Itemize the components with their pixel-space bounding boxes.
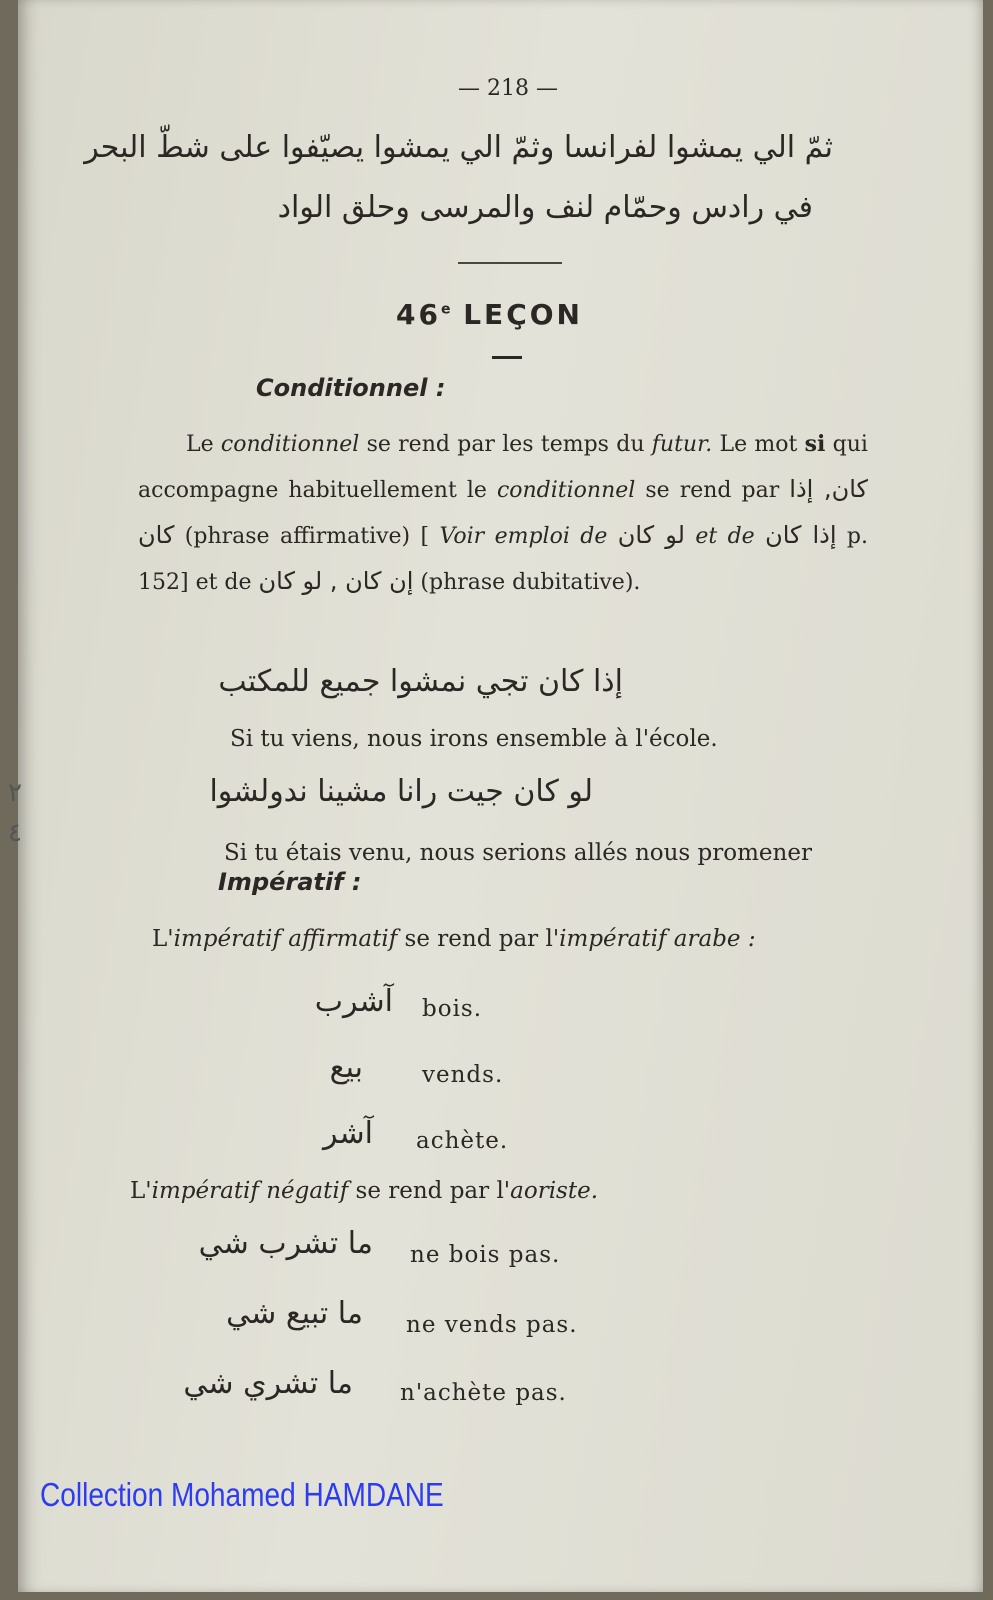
para-bold: si xyxy=(804,431,826,457)
para-text: (phrase affirmative) [ xyxy=(184,524,430,549)
aff-example-2-french: vends. xyxy=(422,1062,504,1088)
para-italic: futur. xyxy=(651,432,713,457)
para-arabic: إذا كان xyxy=(765,521,837,549)
para-italic: conditionnel xyxy=(220,432,360,457)
para-text: L' xyxy=(130,1178,152,1204)
arabic-line-1: ثمّ الي يمشوا لفرانسا وثمّ الي يمشوا يصيّفوا على شطّ البحر xyxy=(84,130,833,165)
margin-mark: ٤ xyxy=(8,818,22,848)
para-italic: aoriste. xyxy=(510,1178,599,1204)
para-text: se rend par l' xyxy=(404,926,560,952)
para-arabic: لو كان xyxy=(617,521,685,549)
example-1-arabic: إذا كان تجي نمشوا جميع للمكتب xyxy=(218,664,623,699)
page-number: — 218 — xyxy=(458,76,558,101)
book-page xyxy=(18,0,983,1592)
para-text: Le mot xyxy=(719,432,798,457)
aff-example-2-arabic: بيع xyxy=(329,1050,363,1085)
example-2-french: Si tu étais venu, nous serions allés nous promener xyxy=(224,840,812,866)
para-italic: conditionnel xyxy=(496,478,636,503)
imperatif-negatif-line xyxy=(130,1178,598,1204)
separator-line xyxy=(458,262,562,264)
aff-example-1-french: bois. xyxy=(422,996,483,1022)
para-italic: impératif négatif xyxy=(151,1178,349,1204)
margin-mark: ٢ xyxy=(8,778,22,808)
arabic-line-2: في رادس وحمّام لنف والمرسى وحلق الواد xyxy=(277,190,813,225)
para-text: (phrase dubitative). xyxy=(420,570,641,595)
aff-example-3-french: achète. xyxy=(416,1128,509,1154)
neg-example-3-french: n'achète pas. xyxy=(400,1380,567,1406)
lesson-title xyxy=(396,298,583,331)
collection-watermark: Collection Mohamed HAMDANE xyxy=(40,1476,444,1513)
conditionnel-paragraph xyxy=(138,422,868,605)
example-2-arabic: لو كان جيت رانا مشينا ندولشوا xyxy=(209,774,593,809)
para-text: se rend par les temps du xyxy=(366,432,645,457)
para-arabic: إن كان , لو كان xyxy=(258,567,414,595)
imperatif-affirmatif-line xyxy=(152,926,756,952)
para-text: se rend par xyxy=(645,478,780,503)
neg-example-2-arabic: ما تبيع شي xyxy=(226,1296,363,1331)
para-italic: impératif affirmatif xyxy=(173,926,398,952)
neg-example-1-arabic: ما تشرب شي xyxy=(198,1226,373,1261)
aff-example-1-arabic: آشرب xyxy=(314,984,393,1019)
para-arabic: كان, إذا كان xyxy=(138,475,868,549)
para-text: qui accompagne habituellement le xyxy=(138,432,868,503)
conditionnel-heading: Conditionnel : xyxy=(256,374,446,402)
para-italic: et de xyxy=(695,524,755,549)
para-text: L' xyxy=(152,926,174,952)
imperatif-heading: Impératif : xyxy=(218,868,362,896)
aff-example-3-arabic: آشر xyxy=(322,1116,373,1151)
title-dash xyxy=(492,356,522,359)
para-text: p. 152] et de xyxy=(138,524,868,595)
neg-example-2-french: ne vends pas. xyxy=(406,1312,578,1338)
neg-example-1-french: ne bois pas. xyxy=(410,1242,561,1268)
lesson-word: LEÇON xyxy=(463,298,583,331)
lesson-number-suffix: e xyxy=(440,301,451,318)
para-italic: impératif arabe : xyxy=(559,926,756,952)
example-1-french: Si tu viens, nous irons ensemble à l'école. xyxy=(230,726,718,752)
para-text: se rend par l' xyxy=(355,1178,511,1204)
neg-example-3-arabic: ما تشري شي xyxy=(183,1366,353,1401)
para-italic: Voir emploi de xyxy=(439,524,608,549)
lesson-number: 46 xyxy=(396,298,441,331)
para-text: Le xyxy=(186,432,214,457)
